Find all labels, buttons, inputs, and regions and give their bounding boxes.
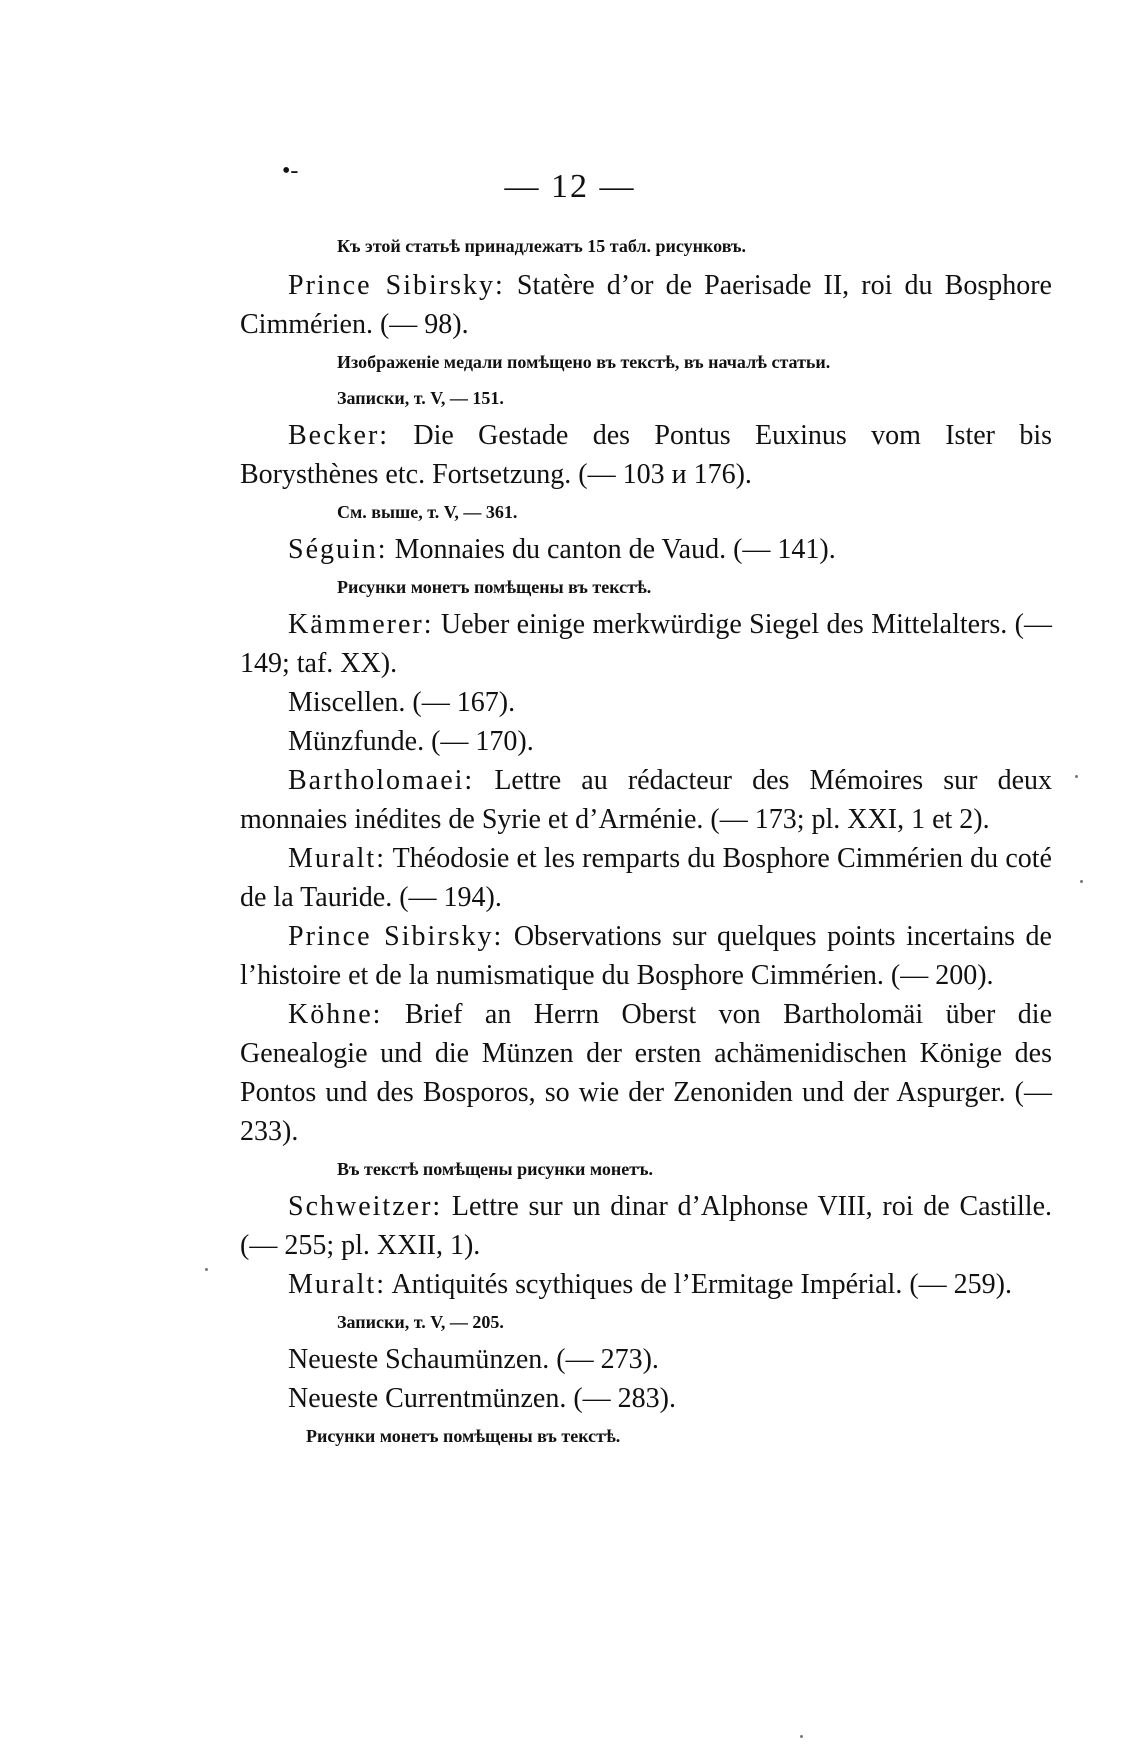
entry-title: Statère d’or de Paerisade II, roi du Bosphore Cimmérien. (— 98). — [240, 270, 1052, 340]
entry-author: Schweitzer: — [288, 1191, 443, 1222]
bibliography-entry — [240, 839, 1052, 917]
entry-title: Münzfunde. (— 170). — [288, 726, 534, 757]
entry-author: Séguin: — [288, 534, 388, 565]
scan-speck — [1080, 880, 1083, 883]
bibliography-entry — [240, 761, 1052, 839]
entry-title: Monnaies du canton de Vaud. (— 141). — [387, 534, 836, 565]
bibliography-entry — [240, 266, 1052, 344]
entry-title: Neueste Currentmünzen. (— 283). — [288, 1383, 676, 1414]
entry-title: Antiquités scythiques de l’Ermitage Impérial. (— 259). — [386, 1269, 1012, 1300]
entry-title: Miscellen. (— 167). — [288, 687, 516, 718]
note-line: См. выше, т. V, — 361. — [337, 502, 518, 522]
bibliography-entry — [240, 995, 1052, 1151]
note-line: Рисунки монетъ помѣщены въ текстѣ. — [337, 577, 652, 597]
entry-title: Théodosie et les remparts du Bosphore Cimmérien du coté de la Tauride. (— 194). — [240, 843, 1052, 913]
bibliography-entry — [240, 917, 1052, 995]
bibliography-entry — [240, 605, 1052, 683]
bibliography-entry — [240, 1340, 1052, 1379]
note-line: Въ текстѣ помѣщены рисунки монетъ. — [337, 1159, 654, 1179]
scan-speck — [800, 1735, 803, 1738]
bibliography-list — [240, 228, 1052, 1454]
entry-author: Becker: — [288, 420, 390, 451]
entry-author: Bartholomaei: — [288, 765, 475, 796]
note-line: Записки, т. V, — 205. — [337, 1312, 504, 1332]
margin-mark: •- — [282, 158, 299, 184]
note-line: Къ этой статьѣ принадлежатъ 15 табл. рисунковъ. — [337, 236, 746, 256]
entry-author: Prince Sibirsky: — [288, 270, 505, 301]
entry-author: Köhne: — [288, 999, 383, 1030]
bibliography-entry — [240, 1379, 1052, 1418]
note-line: Изображеніе медали помѣщено въ текстѣ, въ началѣ статьи. — [337, 352, 831, 372]
scan-speck — [1075, 775, 1078, 778]
note-line: Рисунки монетъ помѣщены въ текстѣ. — [306, 1426, 621, 1446]
entry-title: Neueste Schaumünzen. (— 273). — [288, 1344, 659, 1375]
entry-author: Muralt: — [288, 843, 386, 874]
entry-title: Ueber einige merkwürdige Siegel des Mittelalters. (— 149; taf. XX). — [240, 609, 1052, 679]
entry-title: Brief an Herrn Oberst von Bartholomäi über die Genealogie und die Münzen der ersten achämenidischen Könige des Pontos und des Bosporos, so wie der Zenoniden und der Aspurger. (— 233). — [240, 999, 1052, 1147]
bibliography-entry — [240, 530, 1052, 569]
scan-speck — [205, 1268, 208, 1271]
entry-author: Prince Sibirsky: — [288, 921, 504, 952]
entry-title: Lettre sur un dinar d’Alphonse VIII, roi de Castille. (— 255; pl. XXII, 1). — [240, 1191, 1052, 1261]
bibliography-entry — [240, 722, 1052, 761]
entry-title: Observations sur quelques points incertains de l’histoire et de la numismatique du Bosphore Cimmérien. (— 200). — [240, 921, 1052, 991]
entry-title: Die Gestade des Pontus Euxinus vom Ister bis Borysthènes etc. Fortsetzung. (— 103 и 176). — [240, 420, 1052, 490]
bibliography-entry — [240, 683, 1052, 722]
entry-author: Kämmerer: — [288, 609, 434, 640]
bibliography-entry — [240, 1265, 1052, 1304]
bibliography-entry — [240, 1187, 1052, 1265]
bibliography-entry — [240, 416, 1052, 494]
entry-title: Lettre au rédacteur des Mémoires sur deux monnaies inédites de Syrie et d’Arménie. (— 173; pl. XXI, 1 et 2). — [240, 765, 1052, 835]
page-number: — 12 — — [504, 168, 636, 205]
entry-author: Muralt: — [288, 1269, 386, 1300]
note-line: Записки, т. V, — 151. — [337, 388, 504, 408]
